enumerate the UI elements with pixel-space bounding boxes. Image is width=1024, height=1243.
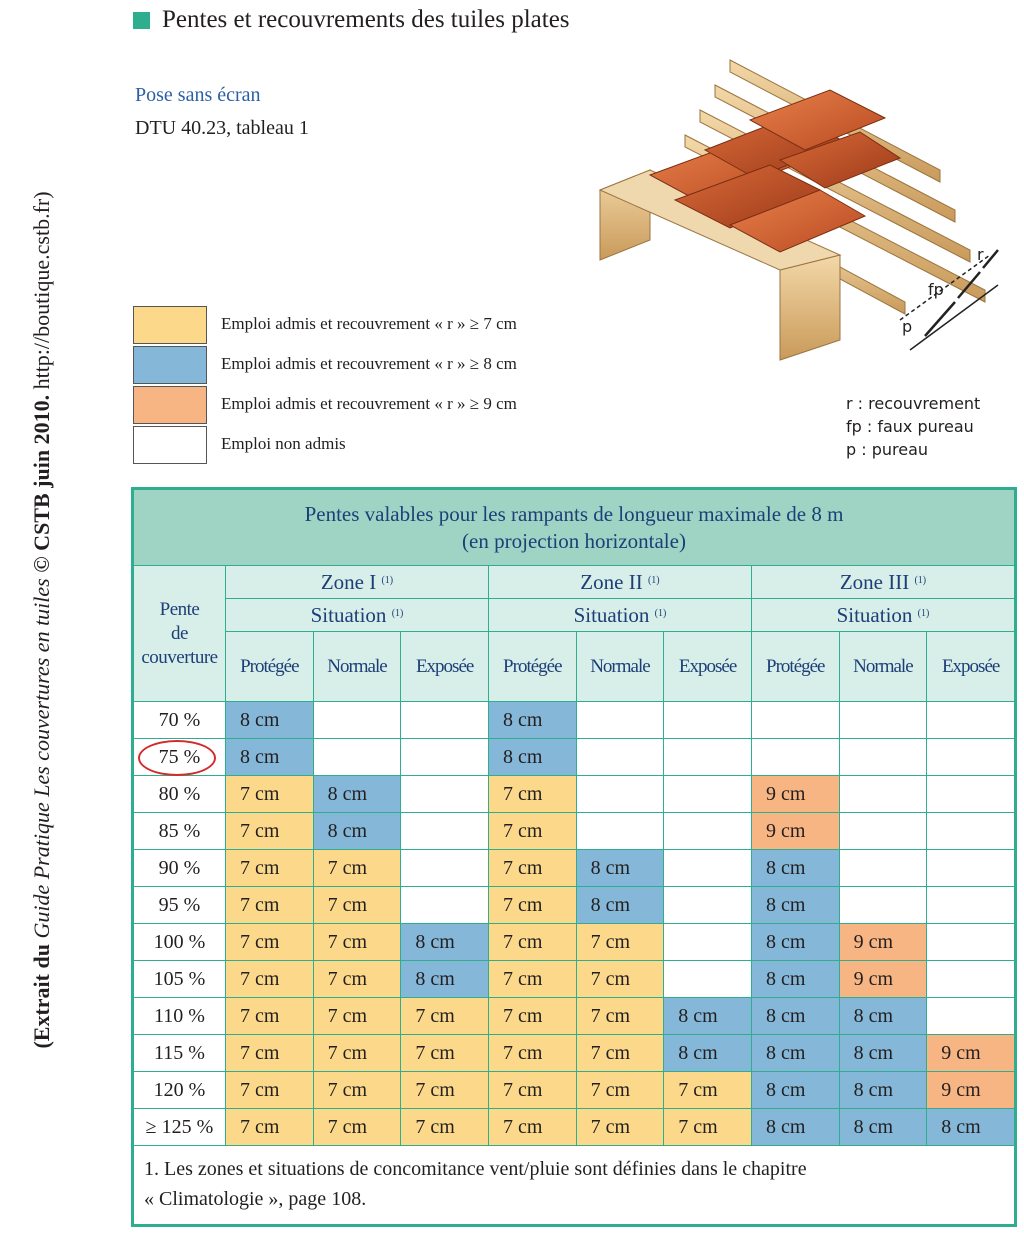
table-row — [134, 887, 1015, 924]
table-cell — [664, 739, 752, 776]
table-row — [134, 998, 1015, 1035]
table-cell: 7 cm — [226, 961, 314, 998]
table-title-line1: Pentes valables pour les rampants de longueur maximale de 8 m — [304, 501, 844, 526]
situation-label: Situation — [836, 602, 913, 627]
legend — [133, 304, 517, 464]
table-cell: 7 cm — [488, 998, 576, 1035]
situation-note: (1) — [654, 607, 667, 619]
table-cell: 7 cm — [576, 1072, 664, 1109]
table-cell: 7 cm — [313, 998, 401, 1035]
table-cell: 9 cm — [927, 1035, 1015, 1072]
zone-label: Zone I — [320, 569, 377, 594]
legend-swatch-yellow — [133, 306, 207, 344]
pente-label-2: de — [171, 622, 188, 644]
table-cell: 8 cm — [839, 1035, 927, 1072]
citation-part-1: (Extrait du — [29, 938, 54, 1049]
citation-title: Guide Pratique Les couvertures en tuiles — [29, 578, 54, 939]
table-cell: 8 cm — [664, 1035, 752, 1072]
table-cell: 7 cm — [226, 813, 314, 850]
table-cell: 8 cm — [751, 924, 839, 961]
table-cell — [927, 961, 1015, 998]
zone-header-3 — [751, 566, 1014, 599]
table-cell: 8 cm — [751, 887, 839, 924]
row-pente: 95 % — [134, 887, 226, 924]
legend-text: Emploi admis et recouvrement « r » ≥ 8 cm — [221, 354, 517, 373]
heading-square-icon — [133, 12, 150, 29]
legend-swatch-blue — [133, 346, 207, 384]
table-cell — [313, 702, 401, 739]
table-cell: 7 cm — [226, 1109, 314, 1146]
table-cell — [664, 776, 752, 813]
pose-subtitle: Pose sans écran — [135, 84, 261, 106]
table-cell: 7 cm — [226, 887, 314, 924]
table-cell: 7 cm — [488, 1109, 576, 1146]
row-pente: 120 % — [134, 1072, 226, 1109]
table-cell: 7 cm — [226, 1035, 314, 1072]
column-header: Protégée — [226, 632, 314, 702]
table-cell: 8 cm — [839, 1109, 927, 1146]
legend-text: Emploi admis et recouvrement « r » ≥ 7 cm — [221, 314, 517, 333]
table-cell: 7 cm — [664, 1109, 752, 1146]
situation-header-2 — [488, 599, 751, 632]
table-cell: 7 cm — [313, 924, 401, 961]
abbreviations — [846, 392, 980, 461]
table-cell: 8 cm — [488, 702, 576, 739]
table-cell: 9 cm — [751, 813, 839, 850]
table-title-line2: (en projection horizontale) — [462, 528, 686, 553]
table-cell: 8 cm — [488, 739, 576, 776]
table-row — [134, 739, 1015, 776]
table-cell: 8 cm — [927, 1109, 1015, 1146]
table-cell — [839, 887, 927, 924]
table-cell: 8 cm — [751, 1072, 839, 1109]
label-r: r — [977, 245, 984, 264]
row-pente: 115 % — [134, 1035, 226, 1072]
table-footnote — [134, 1146, 1015, 1225]
table-cell: 8 cm — [313, 776, 401, 813]
row-pente: 105 % — [134, 961, 226, 998]
table-cell: 9 cm — [927, 1072, 1015, 1109]
situation-header-3 — [751, 599, 1014, 632]
table-cell: 7 cm — [401, 1035, 489, 1072]
table-cell: 8 cm — [839, 998, 927, 1035]
zone-header-2 — [488, 566, 751, 599]
table-cell: 8 cm — [751, 1109, 839, 1146]
table-cell — [401, 739, 489, 776]
citation-copyright: © CSTB juin 2010. — [29, 394, 54, 579]
table-cell: 8 cm — [313, 813, 401, 850]
column-header: Normale — [313, 632, 401, 702]
column-header: Normale — [839, 632, 927, 702]
zone-note: (1) — [914, 574, 927, 586]
table-row — [134, 1035, 1015, 1072]
row-pente: 85 % — [134, 813, 226, 850]
table-cell: 8 cm — [576, 887, 664, 924]
table-cell — [664, 961, 752, 998]
table-cell: 7 cm — [313, 1072, 401, 1109]
table-body — [134, 702, 1015, 1146]
zone-label: Zone III — [839, 569, 910, 594]
row-pente: 110 % — [134, 998, 226, 1035]
table-cell: 7 cm — [664, 1072, 752, 1109]
table-cell: 7 cm — [576, 1109, 664, 1146]
situation-label: Situation — [573, 602, 650, 627]
legend-item — [133, 384, 517, 424]
table-cell: 7 cm — [401, 998, 489, 1035]
roof-tile-illustration — [580, 40, 1005, 380]
table-title — [134, 490, 1015, 566]
column-header: Exposée — [927, 632, 1015, 702]
table-cell: 8 cm — [576, 850, 664, 887]
table-cell — [751, 702, 839, 739]
table-cell: 8 cm — [751, 998, 839, 1035]
pente-header — [134, 566, 226, 702]
table-cell: 8 cm — [664, 998, 752, 1035]
table-cell — [839, 813, 927, 850]
label-p: p — [902, 317, 913, 336]
table-cell — [401, 850, 489, 887]
heading-text: Pentes et recouvrements des tuiles plates — [162, 6, 570, 33]
table-cell — [927, 924, 1015, 961]
table-cell: 8 cm — [751, 961, 839, 998]
pente-label-1: Pente — [159, 598, 200, 620]
table-cell — [839, 850, 927, 887]
table-cell: 7 cm — [488, 924, 576, 961]
citation-url: http://boutique.cstb.fr) — [29, 191, 54, 395]
table-cell — [664, 850, 752, 887]
row-pente: 100 % — [134, 924, 226, 961]
side-citation — [22, 40, 62, 1200]
zone-label: Zone II — [580, 569, 643, 594]
situation-label: Situation — [310, 602, 387, 627]
legend-item — [133, 344, 517, 384]
table-cell: 7 cm — [488, 776, 576, 813]
row-pente: ≥ 125 % — [134, 1109, 226, 1146]
table-cell — [839, 776, 927, 813]
row-pente: 80 % — [134, 776, 226, 813]
page-heading — [133, 6, 570, 34]
column-header-row — [134, 632, 1015, 702]
table-cell: 9 cm — [751, 776, 839, 813]
abbr-r: r : recouvrement — [846, 394, 981, 413]
table-cell — [927, 850, 1015, 887]
legend-text: Emploi non admis — [221, 434, 346, 453]
abbr-p: p : pureau — [846, 440, 929, 459]
table-cell: 7 cm — [226, 850, 314, 887]
table-cell: 7 cm — [226, 924, 314, 961]
table-cell — [839, 702, 927, 739]
table-cell — [664, 924, 752, 961]
zone-note: (1) — [647, 574, 660, 586]
pente-label-3: couverture — [141, 646, 218, 668]
table-cell: 7 cm — [313, 887, 401, 924]
table-cell: 8 cm — [226, 739, 314, 776]
table-row — [134, 813, 1015, 850]
table-cell: 7 cm — [313, 1035, 401, 1072]
label-fp: fp — [928, 280, 944, 299]
dtu-reference: DTU 40.23, tableau 1 — [135, 117, 309, 139]
column-header: Protégée — [751, 632, 839, 702]
table-row — [134, 702, 1015, 739]
table-cell: 7 cm — [576, 961, 664, 998]
table-cell: 8 cm — [401, 924, 489, 961]
table-row — [134, 961, 1015, 998]
table-cell — [313, 739, 401, 776]
column-header: Normale — [576, 632, 664, 702]
table-cell — [751, 739, 839, 776]
table-cell — [401, 776, 489, 813]
table-cell: 7 cm — [488, 850, 576, 887]
table-cell: 7 cm — [226, 776, 314, 813]
table-cell — [927, 887, 1015, 924]
table-cell — [401, 887, 489, 924]
table-cell: 7 cm — [401, 1109, 489, 1146]
legend-swatch-orange — [133, 386, 207, 424]
table-cell: 8 cm — [751, 850, 839, 887]
table-cell — [839, 739, 927, 776]
table-cell — [664, 813, 752, 850]
table-cell — [664, 702, 752, 739]
table-cell — [576, 813, 664, 850]
table-cell — [927, 813, 1015, 850]
table-cell: 7 cm — [488, 813, 576, 850]
table-cell: 8 cm — [839, 1072, 927, 1109]
table-cell: 7 cm — [401, 1072, 489, 1109]
table-row — [134, 924, 1015, 961]
table-cell: 7 cm — [313, 1109, 401, 1146]
table-cell: 9 cm — [839, 961, 927, 998]
table-cell — [664, 887, 752, 924]
situation-header-1 — [226, 599, 489, 632]
column-header: Exposée — [664, 632, 752, 702]
legend-item — [133, 424, 517, 464]
table-cell — [401, 702, 489, 739]
table-cell: 7 cm — [313, 961, 401, 998]
table-cell: 8 cm — [401, 961, 489, 998]
row-pente: 75 % — [134, 739, 226, 776]
table-cell — [927, 739, 1015, 776]
zone-header-1 — [226, 566, 489, 599]
abbr-fp: fp : faux pureau — [846, 417, 974, 436]
table-cell: 7 cm — [576, 1035, 664, 1072]
table-cell — [576, 702, 664, 739]
table-cell: 7 cm — [488, 887, 576, 924]
table-cell — [927, 998, 1015, 1035]
situation-note: (1) — [391, 607, 404, 619]
table-row — [134, 850, 1015, 887]
table-cell: 7 cm — [488, 961, 576, 998]
legend-swatch-white — [133, 426, 207, 464]
table-cell: 7 cm — [313, 850, 401, 887]
row-pente: 70 % — [134, 702, 226, 739]
table-cell: 7 cm — [226, 1072, 314, 1109]
table-cell — [927, 776, 1015, 813]
table-cell: 7 cm — [576, 998, 664, 1035]
table-row — [134, 1109, 1015, 1146]
highlight-circle — [138, 740, 216, 776]
row-pente: 90 % — [134, 850, 226, 887]
footnote-line2: « Climatologie », page 108. — [144, 1188, 367, 1210]
situation-note: (1) — [917, 607, 930, 619]
table-cell — [576, 739, 664, 776]
table-row — [134, 776, 1015, 813]
column-header: Protégée — [488, 632, 576, 702]
table-cell — [576, 776, 664, 813]
table-cell: 8 cm — [226, 702, 314, 739]
table-cell: 7 cm — [488, 1035, 576, 1072]
slope-table — [131, 487, 1017, 1227]
table-cell: 8 cm — [751, 1035, 839, 1072]
table-cell: 7 cm — [488, 1072, 576, 1109]
table-cell — [401, 813, 489, 850]
legend-text: Emploi admis et recouvrement « r » ≥ 9 cm — [221, 394, 517, 413]
table-cell: 7 cm — [226, 998, 314, 1035]
footnote-line1: 1. Les zones et situations de concomitance vent/pluie sont définies dans le chapitre — [144, 1158, 807, 1180]
table-row — [134, 1072, 1015, 1109]
table-cell — [927, 702, 1015, 739]
table-cell: 7 cm — [576, 924, 664, 961]
legend-item — [133, 304, 517, 344]
column-header: Exposée — [401, 632, 489, 702]
table-cell: 9 cm — [839, 924, 927, 961]
zone-note: (1) — [381, 574, 394, 586]
